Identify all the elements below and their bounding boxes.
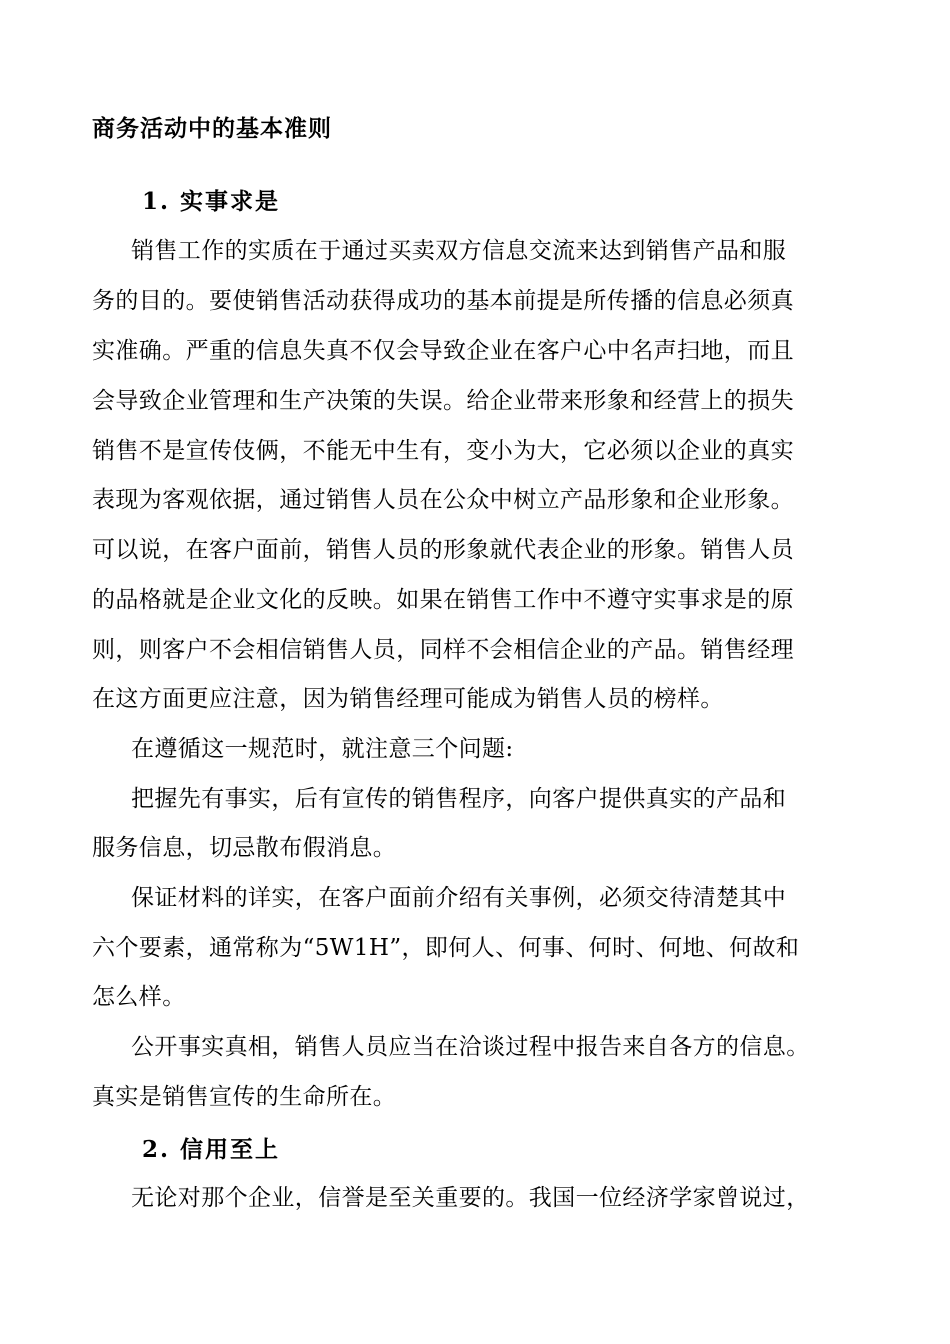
paragraph-line: 把握先有事实，后有宣传的销售程序，向客户提供真实的产品和	[131, 786, 787, 812]
paragraph-line: 保证材料的详实，在客户面前介绍有关事例，必须交待清楚其中	[131, 885, 787, 911]
paragraph-line: 实准确。严重的信息失真不仅会导致企业在客户心中名声扫地，而且	[92, 338, 794, 364]
paragraph-line: 销售工作的实质在于通过买卖双方信息交流来达到销售产品和服	[131, 238, 787, 264]
paragraph-line: 六个要素，通常称为“5W1H”，即何人、何事、何时、何地、何故和	[92, 935, 800, 961]
paragraph-line: 在这方面更应注意，因为销售经理可能成为销售人员的榜样。	[92, 686, 724, 712]
paragraph-line: 销售不是宣传伎俩，不能无中生有，变小为大，它必须以企业的真实	[92, 438, 794, 464]
paragraph-line: 可以说，在客户面前，销售人员的形象就代表企业的形象。销售人员	[92, 537, 794, 563]
section-heading-1: 1. 实事求是	[142, 188, 281, 215]
paragraph-line: 真实是销售宣传的生命所在。	[92, 1084, 397, 1110]
paragraph-line: 的品格就是企业文化的反映。如果在销售工作中不遵守实事求是的原	[92, 587, 794, 613]
paragraph-line: 公开事实真相，销售人员应当在洽谈过程中报告来自各方的信息。	[131, 1034, 810, 1060]
paragraph-line: 务的目的。要使销售活动获得成功的基本前提是所传播的信息必须真	[92, 288, 794, 314]
document-title: 商务活动中的基本准则	[92, 115, 332, 142]
paragraph-line: 表现为客观依据，通过销售人员在公众中树立产品形象和企业形象。	[92, 487, 794, 513]
paragraph-line: 无论对那个企业，信誉是至关重要的。我国一位经济学家曾说过，	[131, 1185, 810, 1211]
section-heading-2: 2. 信用至上	[142, 1136, 281, 1163]
paragraph-line: 怎么样。	[92, 984, 186, 1010]
paragraph-line: 在遵循这一规范时，就注意三个问题:	[131, 736, 514, 762]
paragraph-line: 则，则客户不会相信销售人员，同样不会相信企业的产品。销售经理	[92, 637, 794, 663]
paragraph-line: 服务信息，切忌散布假消息。	[92, 835, 397, 861]
paragraph-line: 会导致企业管理和生产决策的失误。给企业带来形象和经营上的损失	[92, 388, 794, 414]
